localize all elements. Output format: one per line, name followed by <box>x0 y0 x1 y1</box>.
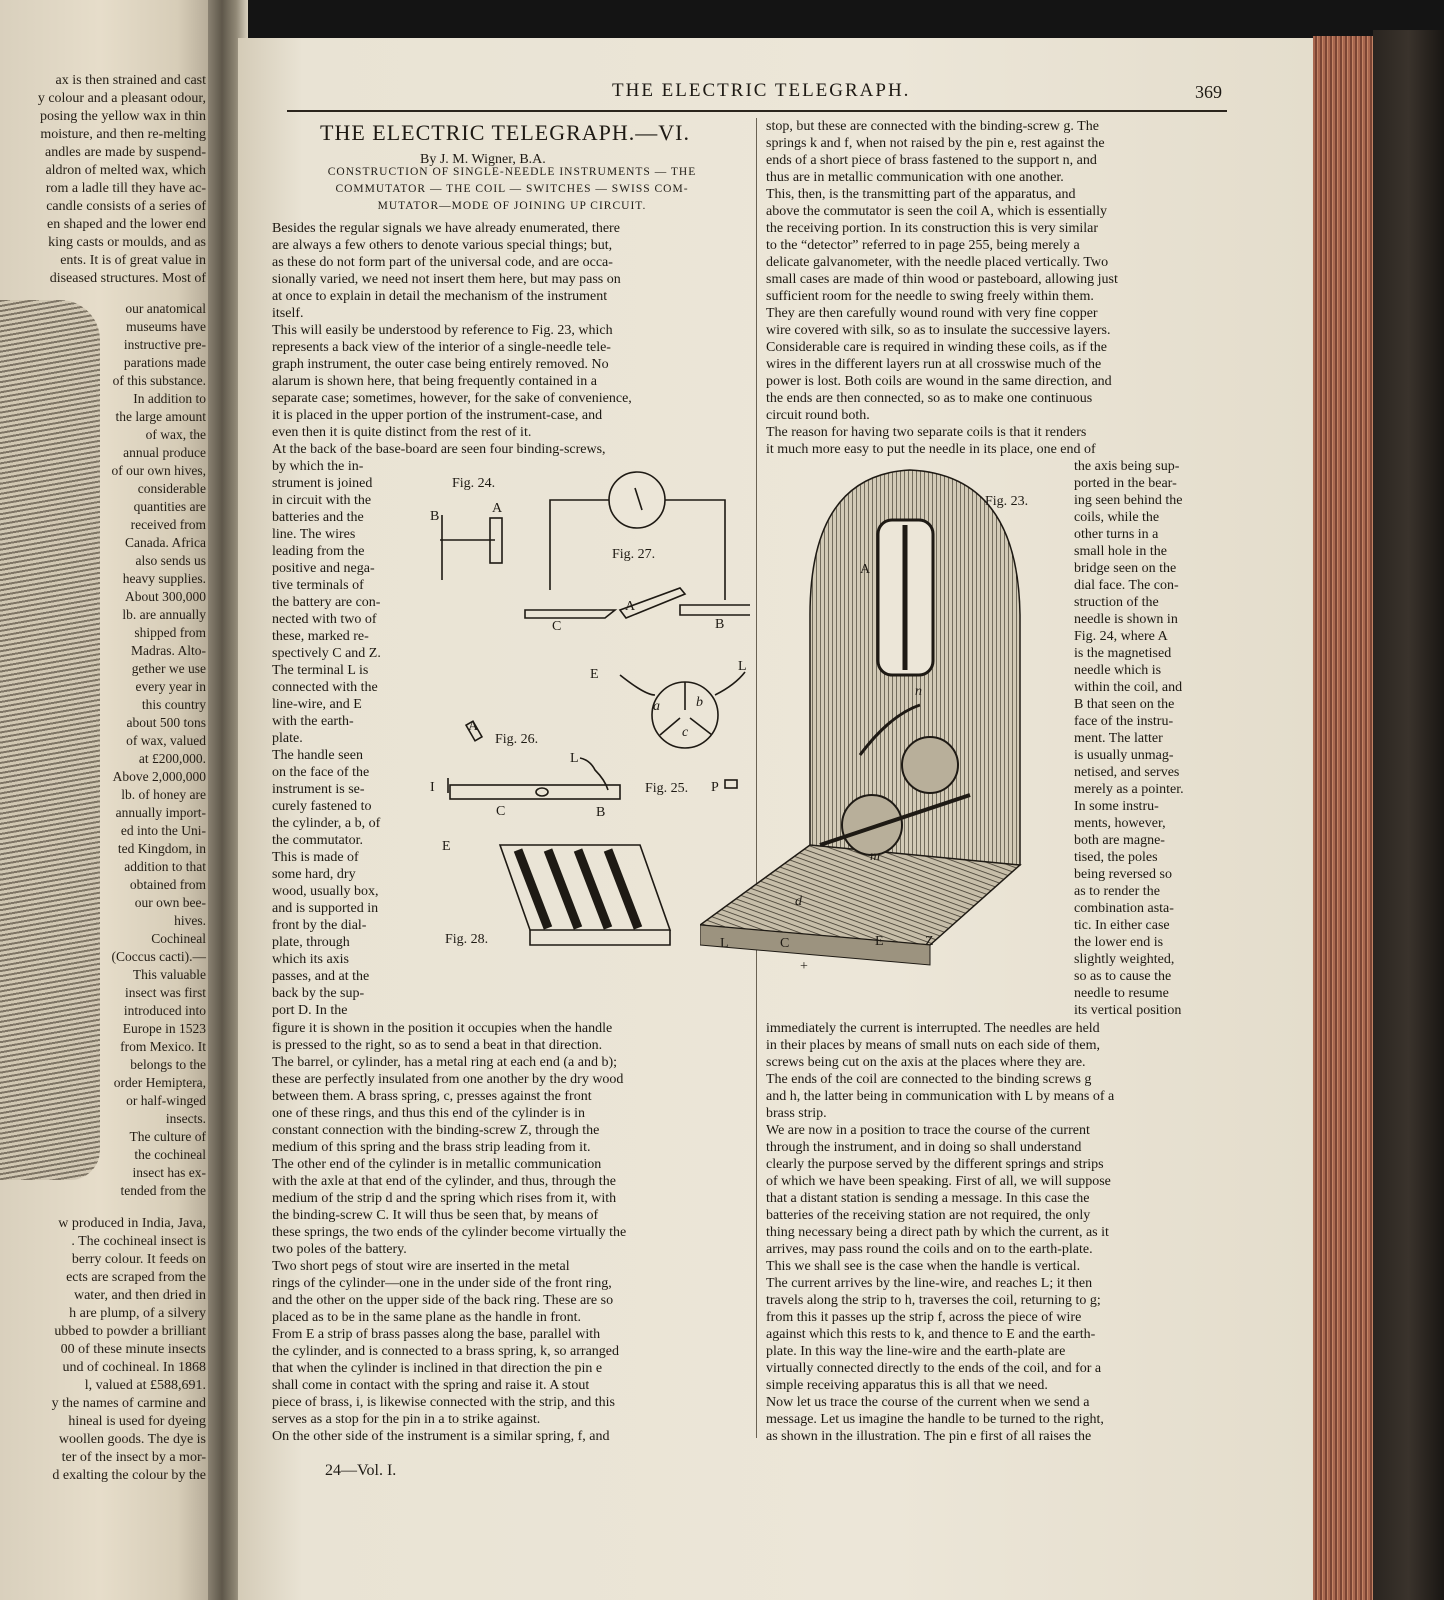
column-2-narrow-line: so as to cause the <box>1074 969 1172 984</box>
left-page-column-line: About 300,000 <box>125 589 206 604</box>
left-page-column-line: our own bee- <box>134 895 206 910</box>
left-page-column-line: of wax, the <box>145 427 206 442</box>
fig23-letter-c: C <box>780 936 790 951</box>
fig27-letter-a: A <box>625 599 636 614</box>
fig23-commutator <box>842 795 902 855</box>
left-page-column-line: order Hemiptera, <box>113 1075 206 1090</box>
fig23-label: Fig. 23. <box>985 494 1029 509</box>
left-page-column-line: insect has ex- <box>132 1165 206 1180</box>
column-1-narrow-line: strument is joined <box>272 476 373 491</box>
left-page-column-line: insect was first <box>125 985 206 1000</box>
left-page-column-line: Madras. Alto- <box>131 643 206 658</box>
column-2-top-line: power is lost. Both coils are wound in the same direction, and <box>766 374 1112 389</box>
left-page-column-line: of our own hives, <box>111 463 206 478</box>
column-1-bottom-line: Two short pegs of stout wire are inserted in the metal <box>272 1259 570 1274</box>
column-1-bottom-line: these springs, the two ends of the cylinder become virtually the <box>272 1225 627 1240</box>
fig25-letter-p: P <box>711 780 719 795</box>
column-2-bottom-line: We are now in a position to trace the course of the current <box>766 1123 1090 1138</box>
column-1-top <box>272 220 736 458</box>
column-1-bottom-line: that when the cylinder is inclined in that direction the pin e <box>272 1361 603 1376</box>
column-2-bottom-line: immediately the current is interrupted. The needles are held <box>766 1021 1100 1036</box>
column-2-bottom-line: through the instrument, and in doing so shall understand <box>766 1140 1082 1155</box>
left-page-column-line: The culture of <box>129 1129 206 1144</box>
column-1-narrow-line: on the face of the <box>272 765 370 780</box>
left-page-column-line: also sends us <box>135 553 206 568</box>
column-2-narrow-line: dial face. The con- <box>1074 578 1179 593</box>
column-2-top-line: above the commutator is seen the coil A, which is essentially <box>766 204 1107 219</box>
column-1-narrow-line: line-wire, and E <box>272 697 362 712</box>
left-page-bottom-line: d exalting the colour by the <box>52 1468 206 1483</box>
left-page-bottom-line: hineal is used for dyeing <box>68 1414 206 1429</box>
left-page-column-line: ted Kingdom, in <box>117 841 206 856</box>
column-1-narrow-line: line. The wires <box>272 527 356 542</box>
column-1-narrow-line: in circuit with the <box>272 493 372 508</box>
left-page-top-line: diseased structures. Most of <box>49 271 206 286</box>
column-1-top-line: represents a back view of the interior of a single-needle tele- <box>272 340 611 355</box>
column-2-narrow-line: coils, while the <box>1074 510 1160 525</box>
fig25-letter-c: c <box>682 725 689 740</box>
column-1-bottom-line: the binding-screw C. It will thus be seen that, by means of <box>272 1208 599 1223</box>
left-page-column-line: or half-winged <box>126 1093 206 1108</box>
fig23-letter-z: Z <box>925 934 934 949</box>
column-1-narrow-line: nected with two of <box>272 612 377 627</box>
column-2-bottom-line: in their places by means of small nuts on each side of them, <box>766 1038 1100 1053</box>
column-1-narrow-line: This is made of <box>272 850 359 865</box>
column-2-narrow-line: as to render the <box>1074 884 1160 899</box>
column-2-narrow-line: small hole in the <box>1074 544 1167 559</box>
left-page-top-line: moisture, and then re-melting <box>40 127 206 142</box>
header-rule <box>287 110 1227 112</box>
column-2-narrow-line: ported in the bear- <box>1074 476 1177 491</box>
column-2-bottom-line: This we shall see is the case when the handle is vertical. <box>766 1259 1081 1274</box>
column-2-bottom <box>766 1020 1216 1445</box>
left-page-top-line: candle consists of a series of <box>46 199 206 214</box>
column-1-bottom-line: with the axle at that end of the cylinder, and thus, through the <box>272 1174 616 1189</box>
left-page-column-line: hives. <box>174 913 206 928</box>
left-page-column-line: considerable <box>137 481 206 496</box>
column-2-narrow-line: face of the instru- <box>1074 714 1174 729</box>
figure-23-instrument <box>700 465 1070 985</box>
left-page-column-line: this country <box>141 697 206 712</box>
column-2-narrow-line: ing seen behind the <box>1074 493 1183 508</box>
left-page-column-line: from Mexico. It <box>120 1039 206 1054</box>
column-2-bottom-line: against which this rests to k, and thence to E and the earth- <box>766 1327 1096 1342</box>
fig23-letter-m: m <box>870 849 881 864</box>
left-page-column-line: ed into the Uni- <box>120 823 206 838</box>
column-2-bottom-line: thing necessary being a direct path by which the current, as it <box>766 1225 1109 1240</box>
left-page-column-line: belongs to the <box>130 1057 206 1072</box>
left-page-column-line: gether we use <box>131 661 206 676</box>
column-2-top-line: it much more easy to put the needle in its place, one end of <box>766 442 1096 457</box>
column-1-narrow-line: wood, usually box, <box>272 884 379 899</box>
column-2-bottom-line: message. Let us imagine the handle to be turned to the right, <box>766 1412 1104 1427</box>
left-page-bottom-line: und of cochineal. In 1868 <box>62 1360 206 1375</box>
column-1-bottom-line: the cylinder, and is connected to a brass spring, k, so arranged <box>272 1344 619 1359</box>
column-2-top-line: Considerable care is required in winding these coils, as if the <box>766 340 1107 355</box>
column-2-top-line: to the “detector” referred to in page 255, being merely a <box>766 238 1080 253</box>
left-page-bottom-line: berry colour. It feeds on <box>71 1252 206 1267</box>
column-1-bottom-line: medium of the strip d and the spring which rises from it, with <box>272 1191 617 1206</box>
left-page-column-line: addition to that <box>124 859 206 874</box>
column-1-bottom-line: figure it is shown in the position it occupies when the handle <box>272 1021 613 1036</box>
column-1-top-line: it is placed in the upper portion of the instrument-case, and <box>272 408 603 423</box>
column-1-narrow-line: leading from the <box>272 544 365 559</box>
left-page-top-line: ax is then strained and cast <box>55 73 206 88</box>
left-page-column-text <box>94 300 206 1200</box>
left-page-bottom-line: ects are scraped from the <box>66 1270 206 1285</box>
left-page-top-line: aldron of melted wax, which <box>45 163 206 178</box>
column-1-narrow-line: The handle seen <box>272 748 363 763</box>
left-page-column-line: (Coccus cacti).— <box>111 949 206 964</box>
column-2-top-line: sufficient room for the needle to swing freely within them. <box>766 289 1094 304</box>
column-2-top-line: the ends are then connected, so as to make one continuous <box>766 391 1093 406</box>
left-page-column-line: insects. <box>165 1111 206 1126</box>
column-1-narrow-line: batteries and the <box>272 510 364 525</box>
column-2-narrow <box>1074 458 1216 1019</box>
column-2-bottom-line: The ends of the coil are connected to the binding screws g <box>766 1072 1092 1087</box>
fig27-letter-b: B <box>715 617 725 632</box>
column-2-top <box>766 118 1216 458</box>
column-1-narrow-line: instrument is se- <box>272 782 365 797</box>
column-1-top-line: graph instrument, the outer case being entirely removed. No <box>272 357 609 372</box>
left-page-column-line: parations made <box>123 355 206 370</box>
column-2-top-line: ends of a short piece of brass fastened to the support n, and <box>766 153 1097 168</box>
left-page-bottom-line: 00 of these minute insects <box>60 1342 206 1357</box>
left-page-top-text <box>36 72 206 288</box>
column-2-bottom-line: clearly the purpose served by the different springs and strips <box>766 1157 1104 1172</box>
fig28-stripes <box>518 850 638 928</box>
column-2-narrow-line: Fig. 24, where A <box>1074 629 1168 644</box>
column-2-top-line: stop, but these are connected with the binding-screw g. The <box>766 119 1099 134</box>
column-1-bottom-line: two poles of the battery. <box>272 1242 407 1257</box>
column-1-narrow-line: plate. <box>272 731 303 746</box>
column-2-narrow-line: the lower end is <box>1074 935 1164 950</box>
column-1-top-line: sionally varied, we need not insert them here, but may pass on <box>272 272 621 287</box>
fig26-letter-c: C <box>496 804 506 819</box>
column-2-narrow-line: netised, and serves <box>1074 765 1180 780</box>
left-page-column-line: the large amount <box>115 409 206 424</box>
left-page-column-line: at £200,000. <box>138 751 206 766</box>
left-page-top-line: rom a ladle till they have ac- <box>45 181 206 196</box>
column-2-narrow-line: B that seen on the <box>1074 697 1175 712</box>
left-page-top-line: king casts or moulds, and as <box>48 235 206 250</box>
column-1-narrow-line: The terminal L is <box>272 663 369 678</box>
left-page-bottom-line: y the names of carmine and <box>51 1396 206 1411</box>
column-2-narrow-line: slightly weighted, <box>1074 952 1175 967</box>
column-2-narrow-line: other turns in a <box>1074 527 1159 542</box>
left-page-column-line: heavy supplies. <box>122 571 206 586</box>
left-page-top-line: y colour and a pleasant odour, <box>37 91 206 106</box>
subhead-line: MUTATOR—MODE OF JOINING UP CIRCUIT. <box>377 200 647 212</box>
fig23-plus: + <box>800 959 808 974</box>
left-page-column-line: our anatomical <box>125 301 206 316</box>
column-2-bottom-line: Now let us trace the course of the current when we send a <box>766 1395 1090 1410</box>
left-page-column-line: tended from the <box>120 1183 206 1198</box>
column-1-bottom-line: one of these rings, and thus this end of the cylinder is in <box>272 1106 585 1121</box>
column-2-top-line: wire covered with silk, so as to insulate the successive layers. <box>766 323 1111 338</box>
left-page-column-line: annually import- <box>115 805 206 820</box>
column-1-narrow-line: tive terminals of <box>272 578 364 593</box>
fig26-letter-i: I <box>430 780 435 795</box>
column-1-bottom <box>272 1020 736 1445</box>
left-page-column-line: received from <box>130 517 206 532</box>
column-2-narrow-line: both are magne- <box>1074 833 1165 848</box>
column-1-narrow <box>272 458 412 1019</box>
left-page-column-line: of wax, valued <box>126 733 206 748</box>
book-cover-binding <box>1373 30 1444 1600</box>
left-page-column-line: Above 2,000,000 <box>112 769 206 784</box>
fig27-label: Fig. 27. <box>612 547 656 562</box>
signature-mark: 24—Vol. I. <box>325 1462 397 1479</box>
left-page-column-line: every year in <box>135 679 206 694</box>
left-page-bottom-line: w produced in India, Java, <box>58 1216 206 1231</box>
running-head: THE ELECTRIC TELEGRAPH. <box>612 80 911 101</box>
column-1-narrow-line: passes, and at the <box>272 969 370 984</box>
left-page-bottom-text <box>36 1215 206 1485</box>
left-page-column-line: of this substance. <box>112 373 206 388</box>
left-page-top-line: andles are made by suspend- <box>45 145 206 160</box>
left-page-column-line: This valuable <box>132 967 206 982</box>
column-1-narrow-line: the cylinder, a b, of <box>272 816 381 831</box>
column-1-top-line: Besides the regular signals we have already enumerated, there <box>272 221 620 236</box>
column-1-top-line: as these do not form part of the universal code, and are occa- <box>272 255 613 270</box>
column-1-narrow-line: some hard, dry <box>272 867 356 882</box>
fig25-letter-l: L <box>738 659 747 674</box>
left-page-engraving <box>0 300 100 1180</box>
column-1-bottom-line: constant connection with the binding-screw Z, through the <box>272 1123 600 1138</box>
left-page <box>0 0 222 1600</box>
left-page-bottom-line: water, and then dried in <box>73 1288 206 1303</box>
column-2-bottom-line: simple receiving apparatus this is all that we need. <box>766 1378 1048 1393</box>
left-page-column-line: lb. are annually <box>122 607 206 622</box>
left-page-column-line: Cochineal <box>151 931 206 946</box>
column-2-top-line: They are then carefully wound round with very fine copper <box>766 306 1098 321</box>
fig26-letter-l: L <box>570 751 579 766</box>
left-page-top-line: en shaped and the lower end <box>47 217 206 232</box>
left-page-bottom-line: woollen goods. The dye is <box>58 1432 206 1447</box>
left-page-bottom-line: h are plump, of a silvery <box>69 1306 206 1321</box>
column-2-narrow-line: needle which is <box>1074 663 1162 678</box>
column-2-bottom-line: screws being cut on the axis at the places where they are. <box>766 1055 1086 1070</box>
column-1-top-line: even then it is quite distinct from the rest of it. <box>272 425 532 440</box>
column-2-narrow-line: is the magnetised <box>1074 646 1172 661</box>
column-1-bottom-line: piece of brass, i, is likewise connected with the strip, and this <box>272 1395 615 1410</box>
column-2-bottom-line: from this it passes up the strip f, across the piece of wire <box>766 1310 1082 1325</box>
column-1-bottom-line: is pressed to the right, so as to send a beat in that direction. <box>272 1038 603 1053</box>
left-page-column-line: annual produce <box>123 445 206 460</box>
column-2-narrow-line: within the coil, and <box>1074 680 1183 695</box>
column-1-narrow-line: with the earth- <box>272 714 354 729</box>
column-1-narrow-line: front by the dial- <box>272 918 367 933</box>
column-1-top-line: at once to explain in detail the mechanism of the instrument <box>272 289 608 304</box>
column-1-bottom-line: and the other on the upper side of the back ring. These are so <box>272 1293 614 1308</box>
column-2-top-line: The reason for having two separate coils is that it renders <box>766 425 1087 440</box>
column-1-bottom-line: shall come in contact with the spring and raise it. A stout <box>272 1378 590 1393</box>
left-page-column-line: Europe in 1523 <box>122 1021 206 1036</box>
fig23-letter-n: n <box>915 684 922 699</box>
left-page-top-line: ents. It is of great value in <box>60 253 206 268</box>
column-1-narrow-line: plate, through <box>272 935 350 950</box>
column-1-top-line: At the back of the base-board are seen four binding-screws, <box>272 442 606 457</box>
left-page-bottom-line: . The cochineal insect is <box>71 1234 206 1249</box>
column-2-top-line: wires in the different layers run at all crosswise much of the <box>766 357 1102 372</box>
column-1-narrow-line: back by the sup- <box>272 986 365 1001</box>
fig25-label: Fig. 25. <box>645 781 689 796</box>
column-1-narrow-line: by which the in- <box>272 459 364 474</box>
column-2-top-line: springs k and f, when not raised by the pin e, rest against the <box>766 136 1105 151</box>
fig25-letter-a: a <box>653 699 660 714</box>
column-2-top-line: delicate galvanometer, with the needle placed vertically. Two <box>766 255 1109 270</box>
left-page-column-line: Canada. Africa <box>125 535 206 550</box>
left-page-bottom-line: ter of the insect by a mor- <box>61 1450 206 1465</box>
fig24-letter-a: A <box>492 501 503 516</box>
column-2-narrow-line: In some instru- <box>1074 799 1159 814</box>
fig23-letter-l: L <box>720 936 729 951</box>
column-2-bottom-line: travels along the strip to h, traverses the coil, returning to g; <box>766 1293 1101 1308</box>
left-page-column-line: quantities are <box>133 499 206 514</box>
fig23-letter-a: A <box>860 562 871 577</box>
left-page-column-line: In addition to <box>133 391 206 406</box>
fig23-letter-e: E <box>875 934 884 949</box>
column-1-bottom-line: The other end of the cylinder is in metallic communication <box>272 1157 602 1172</box>
column-2-top-line: circuit round both. <box>766 408 870 423</box>
fig25-letter-e: E <box>590 667 599 682</box>
column-1-top-line: are always a few others to denote various special things; but, <box>272 238 613 253</box>
column-1-narrow-line: port D. In the <box>272 1003 348 1018</box>
column-1-bottom-line: these are perfectly insulated from one another by the dry wood <box>272 1072 624 1087</box>
page-number: 369 <box>1195 82 1222 102</box>
fig26-letter-e: E <box>442 839 451 854</box>
column-1-narrow-line: connected with the <box>272 680 378 695</box>
left-page-column-line: lb. of honey are <box>121 787 206 802</box>
column-2-narrow-line: its vertical position <box>1074 1003 1182 1018</box>
column-1-narrow-line: curely fastened to <box>272 799 372 814</box>
left-page-column-line: instructive pre- <box>123 337 206 352</box>
column-1-narrow-line: positive and nega- <box>272 561 375 576</box>
column-2-narrow-line: the axis being sup- <box>1074 459 1180 474</box>
column-2-top-line: the receiving portion. In its construction this is very similar <box>766 221 1099 236</box>
column-2-narrow-line: struction of the <box>1074 595 1159 610</box>
column-1-bottom-line: medium of this spring and the brass strip leading from it. <box>272 1140 591 1155</box>
column-1-top-line: alarum is shown here, that being frequently contained in a <box>272 374 598 389</box>
column-2-narrow-line: ment. The latter <box>1074 731 1163 746</box>
column-1-top-line: This will easily be understood by reference to Fig. 23, which <box>272 323 613 338</box>
page-edges <box>1313 36 1373 1600</box>
left-page-column-line: introduced into <box>123 1003 206 1018</box>
column-2-bottom-line: and h, the latter being in communication with L by means of a <box>766 1089 1115 1104</box>
left-page-column-line: museums have <box>126 319 206 334</box>
column-1-top-line: itself. <box>272 306 304 321</box>
left-page-column-line: about 500 tons <box>126 715 206 730</box>
column-1-bottom-line: between them. A brass spring, c, presses against the front <box>272 1089 592 1104</box>
column-2-bottom-line: plate. In this way the line-wire and the earth-plate are <box>766 1344 1066 1359</box>
left-page-top-line: posing the yellow wax in thin <box>39 109 206 124</box>
column-1-narrow-line: spectively C and Z. <box>272 646 381 661</box>
column-1-narrow-line: which its axis <box>272 952 349 967</box>
column-1-bottom-line: The barrel, or cylinder, has a metal ring at each end (a and b); <box>272 1055 618 1070</box>
fig24-label: Fig. 24. <box>452 476 496 491</box>
left-page-bottom-line: l, valued at £588,691. <box>84 1378 206 1393</box>
column-2-bottom-line: arrives, may pass round the coils and on to the earth-plate. <box>766 1242 1093 1257</box>
column-1-bottom-line: From E a strip of brass passes along the base, parallel with <box>272 1327 601 1342</box>
column-2-top-line: thus are in metallic communication with one another. <box>766 170 1064 185</box>
left-page-bottom-line: ubbed to powder a brilliant <box>54 1324 206 1339</box>
fig25-letter-b: b <box>696 695 703 710</box>
column-1-bottom-line: serves as a stop for the pin in a to strike against. <box>272 1412 541 1427</box>
fig28-label: Fig. 28. <box>445 932 489 947</box>
subhead-line: CONSTRUCTION OF SINGLE-NEEDLE INSTRUMENTS — THE <box>327 166 697 178</box>
fig26-label: Fig. 26. <box>495 732 539 747</box>
column-2-bottom-line: The current arrives by the line-wire, and reaches L; it then <box>766 1276 1093 1291</box>
column-1-narrow-line: these, marked re- <box>272 629 369 644</box>
column-2-narrow-line: ments, however, <box>1074 816 1166 831</box>
column-2-narrow-line: being reversed so <box>1074 867 1172 882</box>
column-2-narrow-line: tic. In either case <box>1074 918 1170 933</box>
column-2-top-line: small cases are made of thin wood or pasteboard, allowing just <box>766 272 1118 287</box>
column-2-bottom-line: as shown in the illustration. The pin e first of all raises the <box>766 1429 1092 1444</box>
column-1-bottom-line: placed as to be in the same plane as the handle in front. <box>272 1310 582 1325</box>
column-2-narrow-line: bridge seen on the <box>1074 561 1177 576</box>
column-1-bottom-line: rings of the cylinder—one in the under side of the front ring, <box>272 1276 612 1291</box>
column-2-narrow-line: needle to resume <box>1074 986 1169 1001</box>
fig27-letter-c: C <box>552 619 562 634</box>
column-1-narrow-line: the battery are con- <box>272 595 381 610</box>
column-2-bottom-line: brass strip. <box>766 1106 827 1121</box>
fig23-letter-d: d <box>795 894 802 909</box>
column-2-bottom-line: of which we have been speaking. First of all, we will suppose <box>766 1174 1111 1189</box>
column-2-bottom-line: virtually connected directly to the ends of the coil, and for a <box>766 1361 1102 1376</box>
column-2-bottom-line: that a distant station is sending a message. In this case the <box>766 1191 1090 1206</box>
subhead-line: COMMUTATOR — THE COIL — SWITCHES — SWISS COM- <box>335 183 689 195</box>
column-2-narrow-line: is usually unmag- <box>1074 748 1174 763</box>
article-title: THE ELECTRIC TELEGRAPH.—VI. <box>320 120 691 145</box>
fig26-letter-a: A <box>468 719 479 734</box>
column-1-bottom-line: On the other side of the instrument is a similar spring, f, and <box>272 1429 610 1444</box>
column-2-narrow-line: combination asta- <box>1074 901 1174 916</box>
fig26-letter-b: B <box>596 805 606 820</box>
column-2-narrow-line: needle is shown in <box>1074 612 1178 627</box>
left-page-column-line: shipped from <box>134 625 206 640</box>
article-byline: By J. M. Wigner, B.A. <box>420 152 546 167</box>
article-subheading <box>276 164 748 215</box>
left-page-column-line: the cochineal <box>134 1147 206 1162</box>
column-2-narrow-line: merely as a pointer. <box>1074 782 1184 797</box>
column-1-top-line: separate case; sometimes, however, for the sake of convenience, <box>272 391 632 406</box>
column-2-bottom-line: batteries of the receiving station are not required, the only <box>766 1208 1091 1223</box>
fig24-letter-b: B <box>430 509 440 524</box>
column-1-narrow-line: and is supported in <box>272 901 379 916</box>
column-1-narrow-line: the commutator. <box>272 833 363 848</box>
column-2-top-line: This, then, is the transmitting part of the apparatus, and <box>766 187 1076 202</box>
left-page-column-line: obtained from <box>129 877 206 892</box>
column-2-narrow-line: tised, the poles <box>1074 850 1158 865</box>
